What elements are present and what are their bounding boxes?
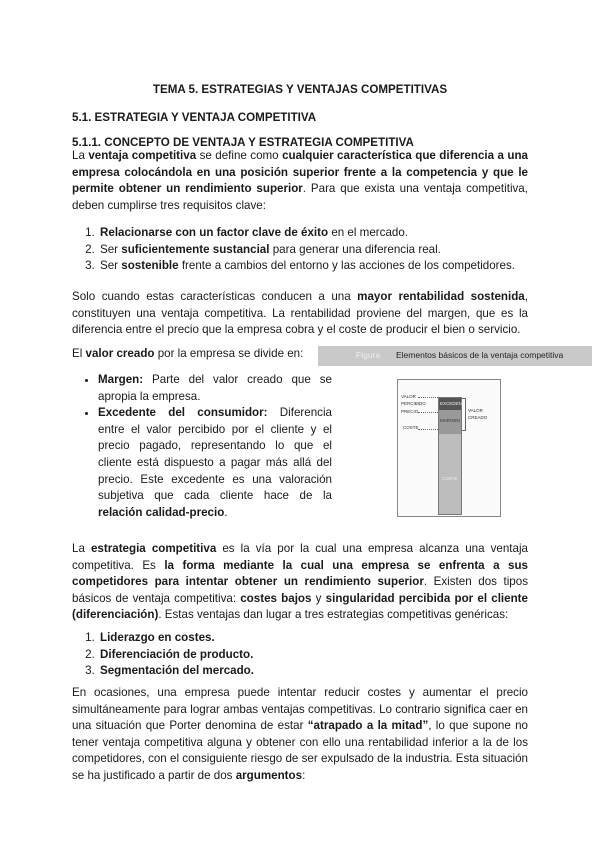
list-item: 2. Diferenciación de producto. (98, 647, 554, 664)
figure-diagram (397, 379, 501, 517)
list-item: • Margen: Parte del valor creado que se apropia la empresa. (98, 372, 332, 405)
label-percibido: PERCIBIDO (401, 401, 426, 406)
value-list (72, 372, 332, 521)
paragraph-valor-creado: El valor creado por la empresa se divide en: (72, 347, 304, 360)
margen-segment: MARGEN (439, 410, 461, 434)
figure-banner (318, 346, 592, 366)
subsection-heading: 5.1.1. CONCEPTO DE VENTAJA Y ESTRATEGIA COMPETITIVA (72, 136, 414, 149)
strategies-list (72, 630, 554, 680)
value-bar (438, 397, 468, 515)
label-valor: VALOR (401, 394, 416, 399)
paragraph-estrategia: La estrategia competitiva es la vía por la cual una empresa alcanza una ventaja competitiva. Es la forma mediante la cual una empresa se enfrenta a sus competidores para intentar obtener un rendimiento superior. Existen dos tipos básicos de ventaja competitiva: costes bajos y singularidad percibida por el cliente (diferenciación). Estas ventajas dan lugar a tres estrategias competitivas genéricas: (72, 542, 528, 622)
competitive-advantage-figure (318, 346, 592, 518)
label-valor-creado: CREADO (468, 415, 488, 420)
coste-segment-label: COSTE (442, 476, 458, 481)
label-coste: COSTE (403, 425, 419, 430)
guide-line (418, 429, 438, 430)
requirements-list (72, 225, 538, 275)
section-heading: 5.1. ESTRATEGIA Y VENTAJA COMPETITIVA (72, 111, 317, 124)
guide-line (418, 397, 438, 398)
guide-line (418, 412, 438, 413)
list-item: 1. Liderazgo en costes. (98, 630, 554, 647)
list-item: 2. Ser suficientemente sustancial para generar una diferencia real. (98, 242, 538, 259)
brace (462, 398, 466, 431)
paragraph-rentabilidad: Solo cuando estas características conducen a una mayor rentabilidad sostenida, constituyen una ventaja competitiva. La rentabilidad proviene del margen, que es la diferencia entre el precio que la empresa cobra y el coste de producir el bien o servicio. (72, 290, 528, 337)
label-valor-creado: VALOR (468, 408, 483, 413)
list-item: • Excedente del consumidor: Diferencia entre el valor percibido por el cliente y el precio pagado, representando lo que el cliente está dispuesto a pagar más allá del precio. Este excedente es una valoración subjetiva que cada cliente hace de la relación calidad-precio. (98, 405, 332, 521)
document-title: TEMA 5. ESTRATEGIAS Y VENTAJAS COMPETITIVAS (152, 83, 448, 96)
label-precio: PRECIO (401, 409, 419, 414)
list-item: 1. Relacionarse con un factor clave de éxito en el mercado. (98, 225, 538, 242)
figure-title: Elementos básicos de la ventaja competitiva (396, 350, 564, 360)
paragraph-atrapado: En ocasiones, una empresa puede intentar reducir costes y aumentar el precio simultáneamente para lograr ambas ventajas competitivas. Lo contrario significa caer en una situación que Porter denomina de estar “atrapado a la mitad”, lo que supone no tener ventaja competitiva alguna y obtener con ello una rentabilidad inferior a la de los competidores, con el consiguiente riesgo de ser expulsado de la industria. Esta situación se ha justificado a partir de dos argumentos: (72, 686, 529, 782)
figure-tag: Figura (356, 350, 381, 360)
list-item: 3. Ser sostenible frente a cambios del entorno y las acciones de los competidores. (98, 258, 538, 275)
list-item: 3. Segmentación del mercado. (98, 663, 554, 680)
paragraph-ventaja: La ventaja competitiva se define como cualquier característica que diferencia a una empresa colocándola en una posición superior frente a la competencia y que le permite obtener un rendimiento superior. Para que exista una ventaja competitiva, deben cumplirse tres requisitos clave: (72, 149, 528, 212)
excedente-segment: EXCEDENTE (439, 398, 461, 410)
